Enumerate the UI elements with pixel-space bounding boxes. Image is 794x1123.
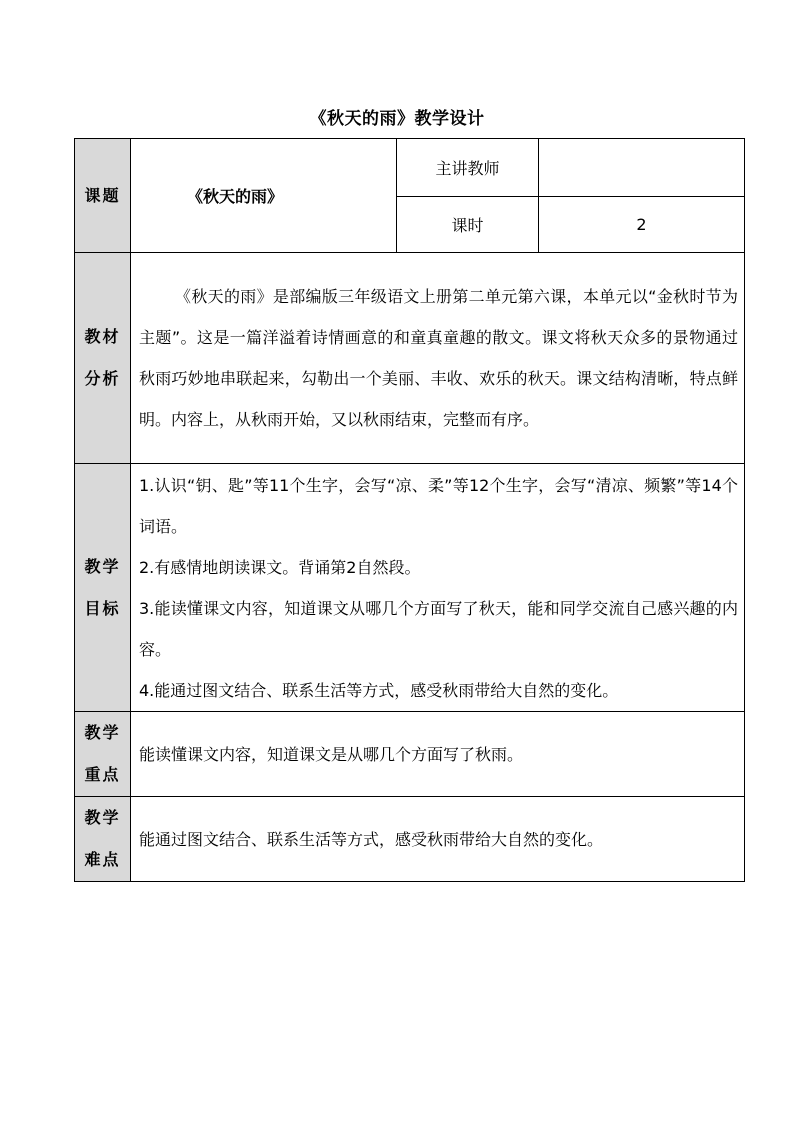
teacher-label: 主讲教师 <box>397 139 539 197</box>
goals-label <box>75 464 131 712</box>
goal-item-2: 2.有感情地朗读课文。背诵第2自然段。 <box>139 557 421 577</box>
difficulties-row <box>75 797 745 882</box>
goal-item-3: 3.能读懂课文内容，知道课文从哪几个方面写了秋天，能和同学交流自己感兴趣的内容。 <box>139 598 738 659</box>
key-points-row <box>75 712 745 797</box>
goals-content <box>131 464 745 712</box>
teacher-value <box>539 139 745 197</box>
goal-item-4: 4.能通过图文结合、联系生活等方式，感受秋雨带给大自然的变化。 <box>139 680 619 700</box>
key-points-label-line2: 重点 <box>84 765 121 784</box>
goals-row <box>75 464 745 712</box>
goals-label-line1: 教学 <box>84 556 121 576</box>
difficulties-label <box>75 797 131 882</box>
periods-value: 2 <box>539 197 745 253</box>
goals-label-line2: 目标 <box>84 598 121 618</box>
difficulties-label-line2: 难点 <box>84 850 121 869</box>
analysis-label-line2: 分析 <box>84 369 121 388</box>
periods-label: 课时 <box>397 197 539 253</box>
lesson-plan-table <box>74 138 745 882</box>
analysis-label <box>75 253 131 464</box>
key-points-text: 能读懂课文内容，知道课文是从哪几个方面写了秋雨。 <box>139 744 524 764</box>
key-points-label-line1: 教学 <box>84 723 121 742</box>
difficulties-text: 能通过图文结合、联系生活等方式，感受秋雨带给大自然的变化。 <box>139 829 604 849</box>
analysis-row <box>75 253 745 464</box>
key-points-content <box>131 712 745 797</box>
analysis-text: 《秋天的雨》是部编版三年级语文上册第二单元第六课，本单元以“金秋时节为主题”。这是一篇洋溢着诗情画意的和童真童趣的散文。课文将秋天众多的景物通过秋雨巧妙地串联起来，勾勒出一个美丽、丰收、欢乐的秋天。课文结构清晰，特点鲜明。内容上，从秋雨开始，又以秋雨结束，完整而有序。 <box>139 287 738 429</box>
difficulties-label-line1: 教学 <box>84 808 121 827</box>
key-points-label <box>75 712 131 797</box>
topic-label: 课题 <box>75 139 131 253</box>
topic-row-teacher <box>75 139 745 197</box>
analysis-label-line1: 教材 <box>84 327 121 346</box>
goal-item-1: 1.认识“钥、匙”等11个生字，会写“凉、柔”等12个生字，会写“清凉、频繁”等14个词语。 <box>139 475 738 536</box>
difficulties-content <box>131 797 745 882</box>
analysis-content <box>131 253 745 464</box>
topic-value: 《秋天的雨》 <box>131 139 397 253</box>
document-title: 《秋天的雨》教学设计 <box>309 109 485 129</box>
